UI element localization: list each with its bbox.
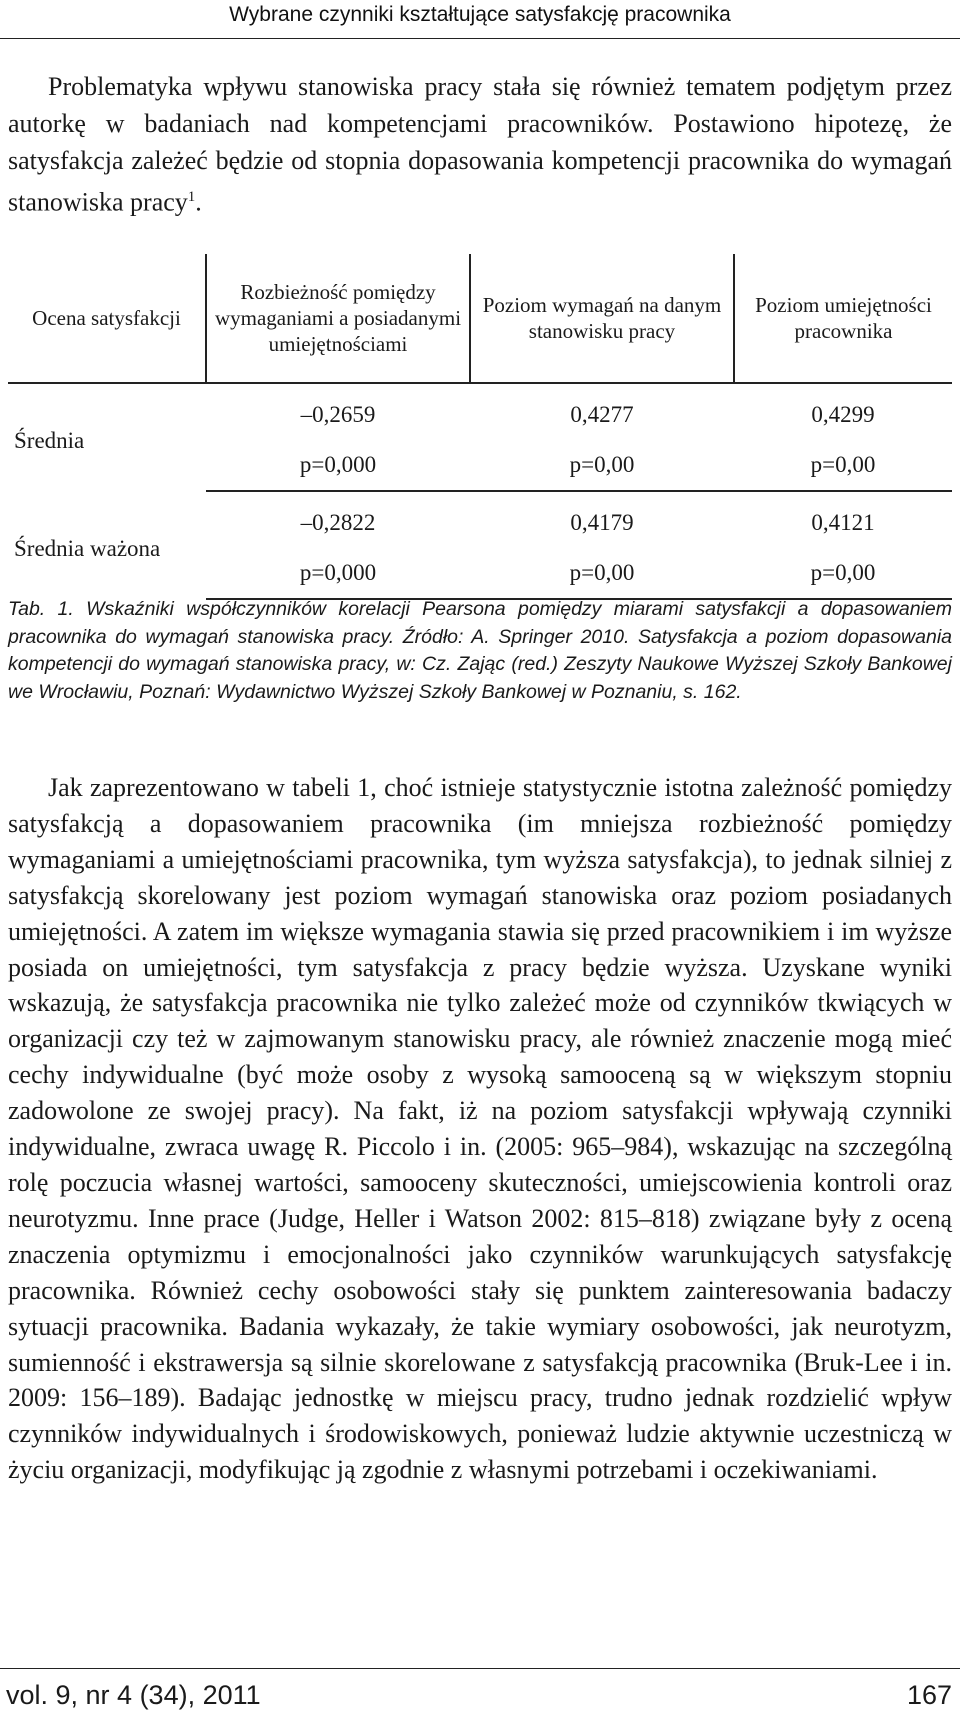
table-cell: 0,4179: [570, 510, 634, 535]
table-header-cell: Poziom wymagań na danym stanowisku pracy: [470, 254, 734, 383]
table-row: [8, 498, 952, 548]
table-cell: 0,4277: [570, 402, 634, 427]
page-number: 167: [906, 1680, 952, 1710]
intro-paragraph: [8, 68, 952, 221]
table-cell: p=0,00: [470, 548, 734, 599]
intro-text: Problematyka wpływu stanowiska pracy stała się również tematem podjętym przez autorkę w badaniach nad kompetencjami pracowników. Postawiono hipotezę, że satysfakcja zależeć będzie od stopnia dopasowania kompetencji pracownika do wymagań stanowiska pracy: [8, 72, 952, 217]
row-label: Średnia ważona: [14, 535, 161, 561]
table-row: [8, 390, 952, 440]
table-header-cell: Rozbieżność pomiędzy wymaganiami a posiadanymi umiejętnościami: [206, 254, 470, 383]
table-cell: p=0,000: [206, 440, 470, 491]
table-cell: –0,2659: [300, 402, 376, 427]
intro-end: .: [195, 187, 202, 217]
table-cell: p=0,00: [470, 440, 734, 491]
table-caption: Tab. 1. Wskaźniki współczynników korelacji Pearsona pomiędzy miarami satysfakcji a dopasowaniem pracownika do wymagań stanowiska pracy. Źródło: A. Springer 2010. Satysfakcja a poziom dopasowania kompetencji do wymagań stanowiska pracy, w: Cz. Zając (red.) Zeszyty Naukowe Wyższej Szkoły Bankowej we Wrocławiu, Poznań: Wydawnictwo Wyższej Szkoły Bankowej w Poznaniu, s. 162.: [8, 598, 952, 703]
table-cell: 0,4299: [811, 402, 875, 427]
table-cell: p=0,000: [206, 548, 470, 599]
row-label: Średnia: [14, 427, 85, 453]
table-header-cell: Ocena satysfakcji: [8, 254, 206, 383]
table-cell: –0,2822: [300, 510, 376, 535]
body-text: Jak zaprezentowano w tabeli 1, choć istnieje statystycznie istotna zależność pomiędzy satysfakcją a dopasowaniem pracownika (im mniejsza rozbieżność pomiędzy wymaganiami a umiejętnościami pracownika, tym wyższa satysfakcja), to jednak silniej z satysfakcją skorelowany jest poziom wymagań stanowiska oraz poziom posiadanych umiejętności. A zatem im większe wymagania stawia się przed pracownikiem i im wyższe posiada on umiejętności, tym satysfakcja z pracy będzie wyższa. Uzyskane wyniki wskazują, że satysfakcja pracownika nie tylko zależeć może od czynników tkwiących w organizacji czy też w zajmowanym stanowisku pracy, ale również znaczenie mogą mieć cechy indywidualne (być może osoby z wysoką samooceną są w większym stopniu zadowolone ze swojej pracy). Na fakt, iż na poziom satysfakcji wpływają czynniki indywidualne, zwraca uwagę R. Piccolo i in. (2005: 965–984), wskazując na szczególną rolę poczucia własnej wartości, samooceny skuteczności, umiejscowienia kontroli oraz neurotyzmu. Inne prace (Judge, Heller i Watson 2002: 815–818) związane były z oceną znaczenia optymizmu i emocjonalności jako czynników warunkujących satysfakcję pracownika. Również cechy osobowości stały się punktem zainteresowania badaczy sytuacji pracownika. Badania wykazały, że takie wymiary osobowości, jak neurotyzm, sumienność i ekstrawersja są silnie skorelowane z satysfakcją pracownika (Bruk-Lee i in. 2009: 156–189). Badając jednostkę w miejscu pracy, trudno jednak rozdzielić wpływ czynników indywidualnych i środowiskowych, ponieważ ludzie aktywnie uczestniczą w życiu organizacji, modyfikując ją zgodnie z własnymi potrzebami i oczekiwaniami.: [8, 773, 952, 1485]
running-head: Wybrane czynniki kształtujące satysfakcję pracownika: [0, 0, 960, 39]
table-cell: p=0,00: [734, 548, 952, 599]
journal-info: vol. 9, nr 4 (34), 2011: [6, 1680, 261, 1710]
body-paragraph: [8, 770, 952, 1488]
table-header-cell: Poziom umiejętności pracownika: [734, 254, 952, 383]
table-header-row: [8, 254, 952, 383]
table-cell: p=0,00: [734, 440, 952, 491]
page-footer: [0, 1668, 960, 1722]
correlation-table: [8, 254, 952, 600]
footnote-mark[interactable]: 1: [187, 189, 196, 205]
table-cell: 0,4121: [811, 510, 875, 535]
